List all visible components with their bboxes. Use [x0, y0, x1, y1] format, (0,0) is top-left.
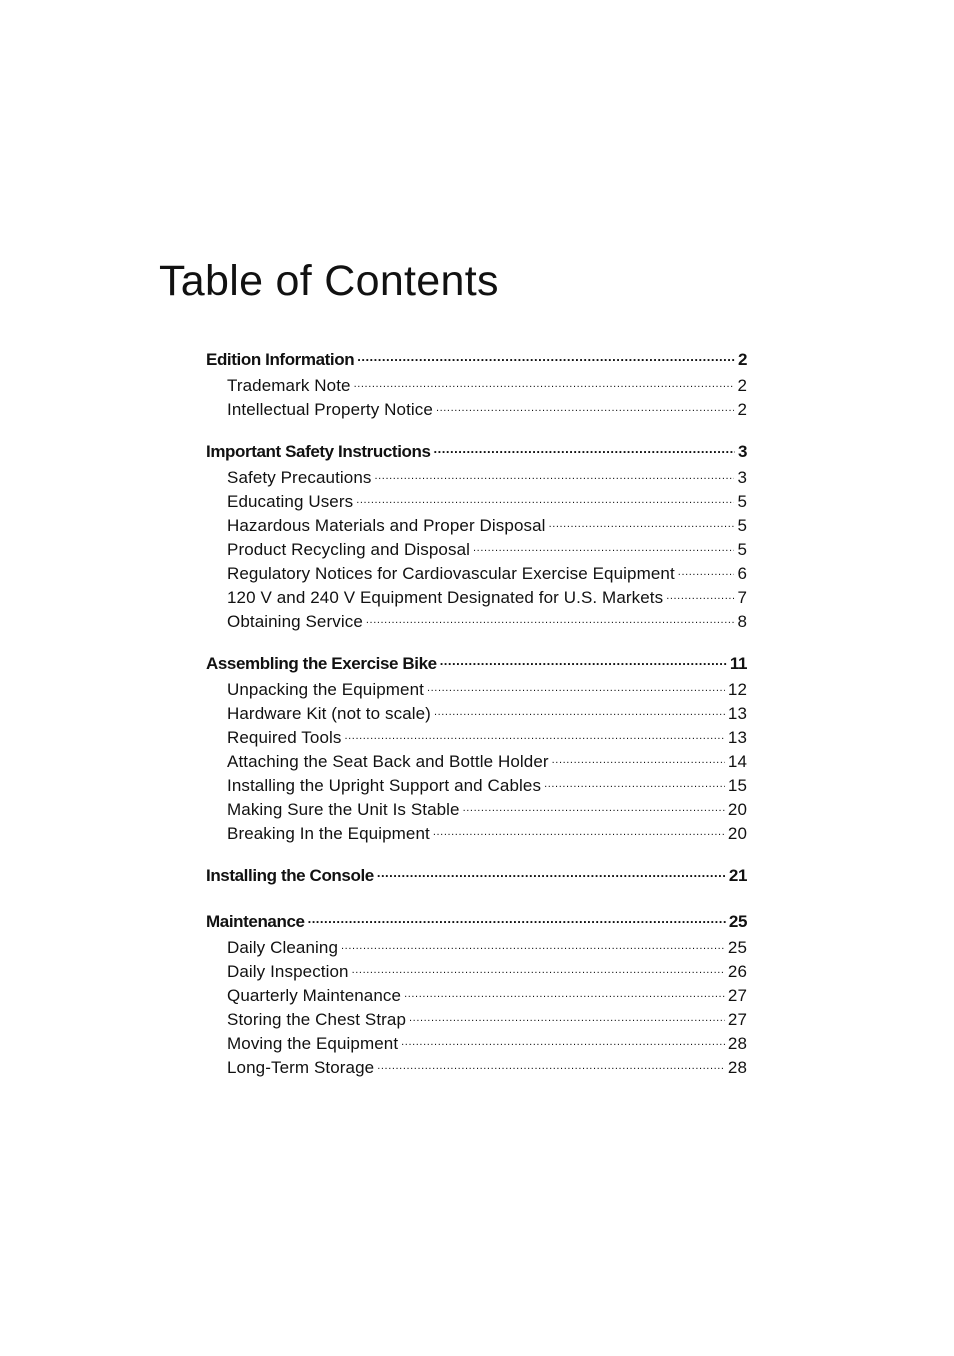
toc-entry[interactable]	[206, 610, 747, 634]
toc-section-installing-the-console	[206, 864, 747, 888]
toc-chapter-maintenance[interactable]	[206, 910, 747, 934]
toc-page-number: 2	[737, 376, 747, 395]
dot-leader	[366, 610, 735, 627]
dot-leader	[404, 984, 725, 1001]
toc-entry[interactable]	[206, 726, 747, 750]
toc-entry-label: Trademark Note	[227, 376, 351, 395]
toc-entry[interactable]	[206, 1056, 747, 1080]
dot-leader	[433, 822, 725, 839]
toc-page-number: 27	[727, 986, 747, 1005]
toc-entry[interactable]	[206, 702, 747, 726]
toc-section-important-safety-instructions	[206, 440, 747, 634]
toc-entry-label: Hardware Kit (not to scale)	[227, 704, 431, 723]
toc-entry-label: Safety Precautions	[227, 468, 372, 487]
toc-page-number: 15	[727, 776, 747, 795]
toc-entry-label: Long-Term Storage	[227, 1058, 375, 1077]
toc-chapter-edition-information[interactable]	[206, 348, 747, 372]
toc-entry-label: Obtaining Service	[227, 612, 363, 631]
toc-entry[interactable]	[206, 466, 747, 490]
toc-entry-label: 120 V and 240 V Equipment Designated for U.S. Markets	[227, 588, 664, 607]
dot-leader	[352, 960, 725, 977]
toc-entry[interactable]	[206, 562, 747, 586]
toc-entry-label: Breaking In the Equipment	[227, 824, 430, 843]
toc-entry[interactable]	[206, 750, 747, 774]
toc-page-number: 28	[727, 1034, 747, 1053]
dot-leader	[434, 702, 725, 719]
toc-entry-label: Installing the Upright Support and Cables	[227, 776, 542, 795]
toc-page-number: 20	[727, 824, 747, 843]
toc-entry[interactable]	[206, 1032, 747, 1056]
toc-page-number: 7	[737, 588, 747, 607]
toc-entry-label: Product Recycling and Disposal	[227, 540, 471, 559]
toc-entry[interactable]	[206, 538, 747, 562]
dot-leader	[427, 678, 725, 695]
toc-page-number: 8	[737, 612, 747, 631]
toc-page-number: 27	[727, 1010, 747, 1029]
toc-chapter-title: Important Safety Instructions	[206, 442, 431, 461]
toc-entry[interactable]	[206, 960, 747, 984]
toc-page-number: 13	[727, 728, 747, 747]
toc-page-number: 13	[727, 704, 747, 723]
toc-page-number: 5	[737, 516, 747, 535]
dot-leader	[377, 864, 726, 881]
dot-leader	[544, 774, 725, 791]
toc-chapter-installing-the-console[interactable]	[206, 864, 747, 888]
dot-leader	[552, 750, 725, 767]
toc-entry-label: Required Tools	[227, 728, 342, 747]
toc-entry-label: Attaching the Seat Back and Bottle Holder	[227, 752, 549, 771]
toc-entry-label: Daily Cleaning	[227, 938, 339, 957]
toc-chapter-title: Installing the Console	[206, 866, 374, 885]
dot-leader	[409, 1008, 725, 1025]
toc-entry-label: Moving the Equipment	[227, 1034, 399, 1053]
dot-leader	[341, 936, 725, 953]
toc-entry-label: Making Sure the Unit Is Stable	[227, 800, 460, 819]
toc-entry-label: Intellectual Property Notice	[227, 400, 433, 419]
toc-page-number: 6	[737, 564, 747, 583]
dot-leader	[375, 466, 735, 483]
toc-chapter-title: Maintenance	[206, 912, 305, 931]
dot-leader	[345, 726, 725, 743]
toc-entry[interactable]	[206, 774, 747, 798]
toc-entry-label: Regulatory Notices for Cardiovascular Exercise Equipment	[227, 564, 675, 583]
table-of-contents	[206, 348, 747, 1098]
toc-page-number: 25	[727, 938, 747, 957]
dot-leader	[354, 374, 735, 391]
toc-page-number: 5	[737, 540, 747, 559]
dot-leader	[473, 538, 734, 555]
dot-leader	[436, 398, 734, 415]
toc-page-number: 5	[737, 492, 747, 511]
toc-page-number: 3	[737, 468, 747, 487]
toc-page-number: 14	[727, 752, 747, 771]
dot-leader	[377, 1056, 725, 1073]
dot-leader	[308, 910, 726, 927]
toc-entry[interactable]	[206, 678, 747, 702]
toc-page-number: 2	[737, 350, 747, 369]
toc-page-number: 28	[727, 1058, 747, 1077]
toc-entry[interactable]	[206, 514, 747, 538]
toc-entry-label: Educating Users	[227, 492, 354, 511]
toc-page-number: 2	[737, 400, 747, 419]
toc-entry[interactable]	[206, 822, 747, 846]
dot-leader	[440, 652, 727, 669]
toc-entry-label: Unpacking the Equipment	[227, 680, 424, 699]
toc-page-number: 20	[727, 800, 747, 819]
toc-entry[interactable]	[206, 398, 747, 422]
page-title: Table of Contents	[159, 257, 499, 305]
toc-entry[interactable]	[206, 984, 747, 1008]
toc-entry[interactable]	[206, 798, 747, 822]
toc-entry-label: Storing the Chest Strap	[227, 1010, 407, 1029]
toc-section-assembling-the-exercise-bike	[206, 652, 747, 846]
toc-chapter-assembling-the-exercise-bike[interactable]	[206, 652, 747, 676]
dot-leader	[434, 440, 735, 457]
toc-page-number: 12	[727, 680, 747, 699]
toc-page-number: 11	[729, 654, 747, 673]
dot-leader	[549, 514, 735, 531]
toc-entry-label: Hazardous Materials and Proper Disposal	[227, 516, 546, 535]
toc-page-number: 25	[728, 912, 747, 931]
dot-leader	[357, 348, 735, 365]
toc-page-number: 26	[727, 962, 747, 981]
dot-leader	[401, 1032, 725, 1049]
toc-chapter-important-safety-instructions[interactable]	[206, 440, 747, 464]
toc-entry[interactable]	[206, 586, 747, 610]
toc-chapter-title: Assembling the Exercise Bike	[206, 654, 437, 673]
toc-section-maintenance	[206, 910, 747, 1080]
toc-chapter-title: Edition Information	[206, 350, 355, 369]
toc-entry[interactable]	[206, 1008, 747, 1032]
toc-page-number: 21	[728, 866, 747, 885]
toc-section-edition-information	[206, 348, 747, 422]
toc-entry[interactable]	[206, 936, 747, 960]
toc-entry[interactable]	[206, 374, 747, 398]
toc-entry-label: Quarterly Maintenance	[227, 986, 402, 1005]
toc-entry[interactable]	[206, 490, 747, 514]
dot-leader	[678, 562, 735, 579]
toc-page-number: 3	[737, 442, 747, 461]
dot-leader	[356, 490, 734, 507]
toc-entry-label: Daily Inspection	[227, 962, 349, 981]
dot-leader	[666, 586, 734, 603]
dot-leader	[463, 798, 725, 815]
